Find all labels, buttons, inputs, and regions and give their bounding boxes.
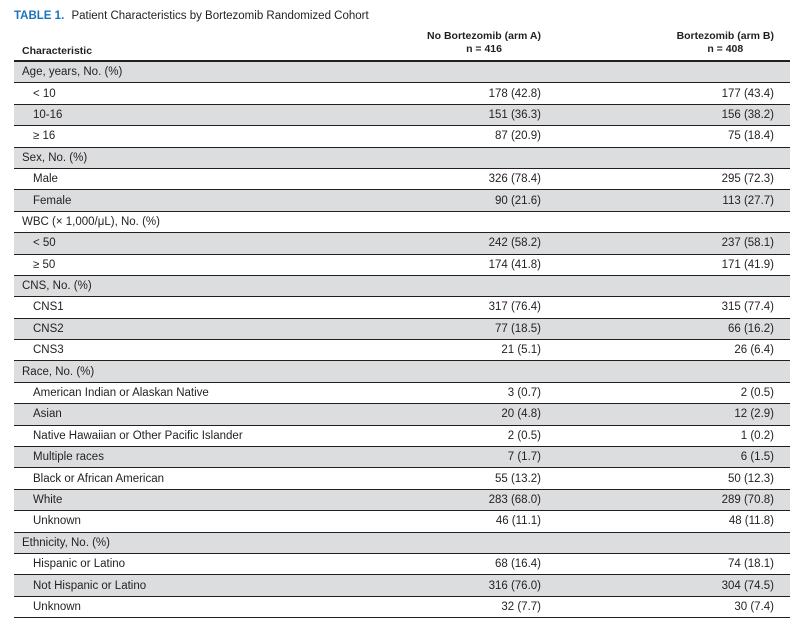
arm-b-value: 30 (7.4) [557, 596, 790, 617]
arm-b-value: 66 (16.2) [557, 318, 790, 339]
arm-b-value [557, 361, 790, 382]
table-caption [14, 10, 369, 22]
section-label: WBC (× 1,000/μL), No. (%) [14, 211, 314, 232]
section-row [14, 62, 790, 83]
table-row [14, 297, 790, 318]
table-body [14, 62, 790, 618]
header-arm-a-n: n = 416 [466, 43, 502, 55]
table-row [14, 233, 790, 254]
arm-a-value: 20 (4.8) [314, 404, 557, 425]
row-label: White [14, 489, 314, 510]
arm-b-value: 289 (70.8) [557, 489, 790, 510]
table-row [14, 511, 790, 532]
arm-a-value: 87 (20.9) [314, 126, 557, 147]
arm-b-value: 237 (58.1) [557, 233, 790, 254]
arm-b-value: 315 (77.4) [557, 297, 790, 318]
table-row [14, 254, 790, 275]
table-row [14, 340, 790, 361]
arm-a-value: 174 (41.8) [314, 254, 557, 275]
arm-a-value: 151 (36.3) [314, 104, 557, 125]
row-label: ≥ 16 [14, 126, 314, 147]
table-row [14, 168, 790, 189]
table-row [14, 596, 790, 617]
arm-a-value: 77 (18.5) [314, 318, 557, 339]
arm-a-value [314, 361, 557, 382]
characteristics-table [14, 62, 790, 618]
table-row [14, 104, 790, 125]
arm-b-value: 113 (27.7) [557, 190, 790, 211]
arm-a-value [314, 147, 557, 168]
table-header [14, 28, 790, 60]
arm-b-value: 2 (0.5) [557, 382, 790, 403]
arm-a-value: 283 (68.0) [314, 489, 557, 510]
table-row [14, 447, 790, 468]
arm-a-value [314, 211, 557, 232]
row-label: CNS2 [14, 318, 314, 339]
table-row [14, 190, 790, 211]
arm-b-value: 304 (74.5) [557, 575, 790, 596]
arm-a-value [314, 532, 557, 553]
table-row [14, 468, 790, 489]
arm-a-value: 68 (16.4) [314, 553, 557, 574]
arm-b-value: 6 (1.5) [557, 447, 790, 468]
arm-b-value: 12 (2.9) [557, 404, 790, 425]
section-label: Sex, No. (%) [14, 147, 314, 168]
arm-b-value: 50 (12.3) [557, 468, 790, 489]
arm-b-value [557, 211, 790, 232]
arm-b-value [557, 62, 790, 83]
table-row [14, 404, 790, 425]
arm-b-value: 177 (43.4) [557, 83, 790, 104]
table-row [14, 318, 790, 339]
section-label: CNS, No. (%) [14, 275, 314, 296]
arm-a-value: 242 (58.2) [314, 233, 557, 254]
arm-b-value [557, 147, 790, 168]
header-arm-b-title: Bortezomib (arm B) [676, 30, 774, 42]
arm-b-value: 48 (11.8) [557, 511, 790, 532]
row-label: Native Hawaiian or Other Pacific Islander [14, 425, 314, 446]
table-row [14, 489, 790, 510]
row-label: CNS1 [14, 297, 314, 318]
section-row [14, 361, 790, 382]
table-row [14, 553, 790, 574]
arm-b-value [557, 275, 790, 296]
row-label: Unknown [14, 596, 314, 617]
arm-b-value: 75 (18.4) [557, 126, 790, 147]
row-label: Unknown [14, 511, 314, 532]
arm-b-value [557, 532, 790, 553]
table-row [14, 83, 790, 104]
row-label: Not Hispanic or Latino [14, 575, 314, 596]
section-row [14, 532, 790, 553]
header-characteristic: Characteristic [22, 45, 93, 57]
row-label: American Indian or Alaskan Native [14, 382, 314, 403]
header-arm-b-n: n = 408 [707, 43, 744, 55]
arm-b-value: 171 (41.9) [557, 254, 790, 275]
header-arm-b [677, 30, 774, 56]
section-row [14, 211, 790, 232]
row-label: CNS3 [14, 340, 314, 361]
arm-a-value: 7 (1.7) [314, 447, 557, 468]
arm-a-value: 55 (13.2) [314, 468, 557, 489]
arm-b-value: 156 (38.2) [557, 104, 790, 125]
row-label: Hispanic or Latino [14, 553, 314, 574]
row-label: Asian [14, 404, 314, 425]
arm-a-value: 317 (76.4) [314, 297, 557, 318]
arm-a-value: 2 (0.5) [314, 425, 557, 446]
header-arm-a [427, 30, 541, 56]
table-row [14, 126, 790, 147]
section-row [14, 147, 790, 168]
arm-a-value [314, 275, 557, 296]
table-row [14, 575, 790, 596]
table-row [14, 425, 790, 446]
arm-b-value: 74 (18.1) [557, 553, 790, 574]
row-label: ≥ 50 [14, 254, 314, 275]
row-label: 10-16 [14, 104, 314, 125]
arm-a-value: 316 (76.0) [314, 575, 557, 596]
arm-a-value: 32 (7.7) [314, 596, 557, 617]
row-label: < 50 [14, 233, 314, 254]
arm-a-value: 90 (21.6) [314, 190, 557, 211]
table-number: TABLE 1. [14, 10, 65, 22]
row-label: Multiple races [14, 447, 314, 468]
arm-b-value: 26 (6.4) [557, 340, 790, 361]
row-label: Male [14, 168, 314, 189]
arm-b-value: 1 (0.2) [557, 425, 790, 446]
arm-a-value: 3 (0.7) [314, 382, 557, 403]
arm-a-value: 46 (11.1) [314, 511, 557, 532]
table-row [14, 382, 790, 403]
arm-a-value: 21 (5.1) [314, 340, 557, 361]
arm-b-value: 295 (72.3) [557, 168, 790, 189]
arm-a-value: 178 (42.8) [314, 83, 557, 104]
table-title: Patient Characteristics by Bortezomib Randomized Cohort [71, 10, 369, 22]
section-row [14, 275, 790, 296]
arm-a-value [314, 62, 557, 83]
arm-a-value: 326 (78.4) [314, 168, 557, 189]
section-label: Race, No. (%) [14, 361, 314, 382]
row-label: Female [14, 190, 314, 211]
row-label: Black or African American [14, 468, 314, 489]
section-label: Age, years, No. (%) [14, 62, 314, 83]
header-arm-a-title: No Bortezomib (arm A) [427, 30, 541, 42]
section-label: Ethnicity, No. (%) [14, 532, 314, 553]
row-label: < 10 [14, 83, 314, 104]
